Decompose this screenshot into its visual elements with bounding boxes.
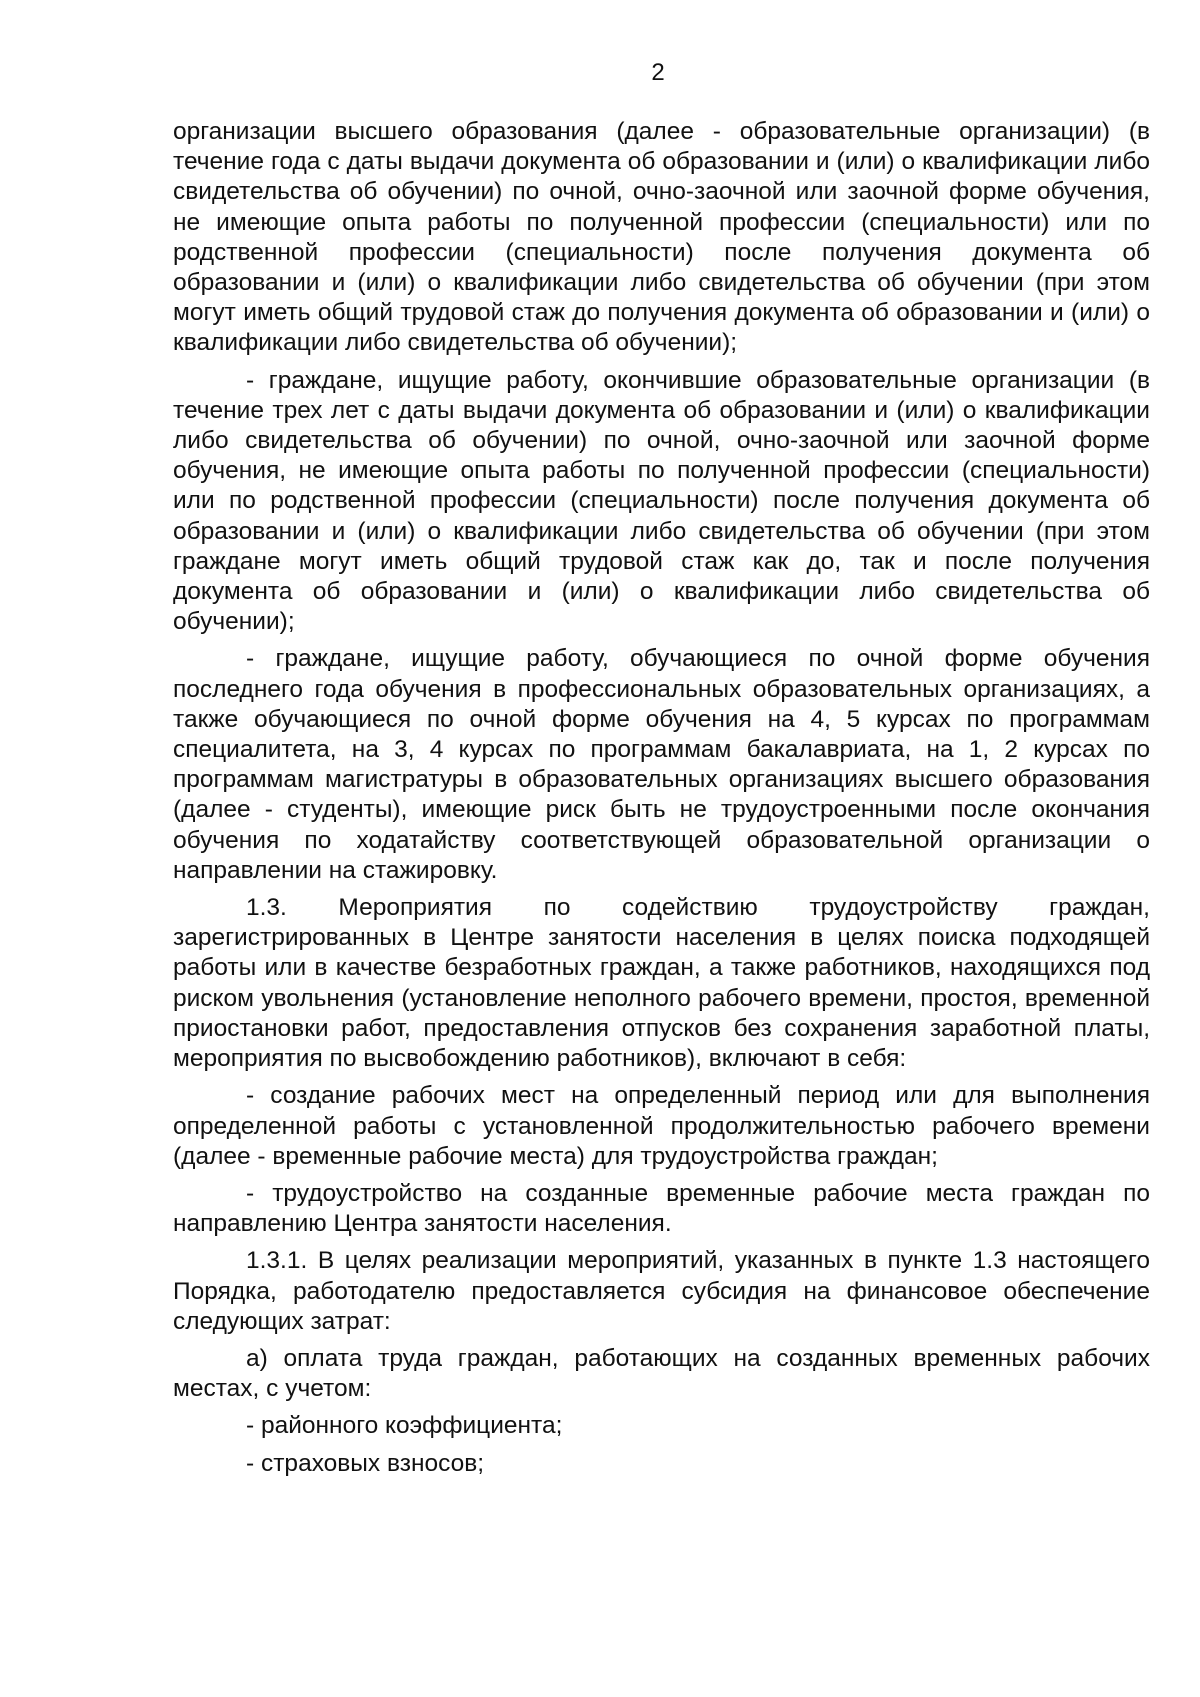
paragraph-item-a: а) оплата труда граждан, работающих на созданных временных рабочих местах, с учетом:	[173, 1344, 1150, 1403]
paragraph-insurance-contributions: - страховых взносов;	[246, 1449, 485, 1477]
paragraph-regional-coefficient: - районного коэффициента;	[246, 1412, 563, 1440]
document-body	[173, 117, 1150, 1486]
paragraph-continuation: организации высшего образования (далее - образовательные организации) (в течение года с даты выдачи документа об образовании и (или) о квалификации либо свидетельства об обучении) по очной, очно-заочной или заочной форме обучения, не имеющие опыта работы по полученной профессии (специальности) или по родственной профессии (специальности) после получения документа об образовании и (или) о квалификации либо свидетельства об обучении (при этом могут иметь общий трудовой стаж до получения документа об образовании и (или) о квалификации либо свидетельства об обучении);	[173, 118, 1150, 357]
paragraph-section-1-3-1: 1.3.1. В целях реализации мероприятий, указанных в пункте 1.3 настоящего Порядка, работодателю предоставляется субсидия на финансовое обеспечение следующих затрат:	[173, 1247, 1150, 1335]
paragraph-students: - граждане, ищущие работу, обучающиеся по очной форме обучения последнего года обучения в профессиональных образовательных организациях, а также обучающиеся по очной форме обучения на 4, 5 курсах по программам специалитета, на 3, 4 курсах по программам бакалавриата, на 1, 2 курсах по программам магистратуры в образовательных организациях высшего образования (далее - студенты), имеющие риск быть не трудоустроенными после окончания обучения по ходатайству соответствующей образовательной организации о направлении на стажировку.	[173, 645, 1150, 884]
paragraph-graduates-three-years: - граждане, ищущие работу, окончившие образовательные организации (в течение трех лет с даты выдачи документа об образовании и (или) о квалификации либо свидетельства об обучении) по очной, очно-заочной или заочной форме обучения, не имеющие опыта работы по полученной профессии (специальности) или по родственной профессии (специальности) после получения документа об образовании и (или) о квалификации либо свидетельства об обучении (при этом граждане могут иметь общий трудовой стаж как до, так и после получения документа об образовании и (или) о квалификации либо свидетельства об обучении);	[173, 366, 1150, 636]
paragraph-employment-direction: - трудоустройство на созданные временные рабочие места граждан по направлению Центра занятости населения.	[173, 1179, 1150, 1238]
paragraph-temporary-jobs: - создание рабочих мест на определенный период или для выполнения определенной работы с установленной продолжительностью рабочего времени (далее - временные рабочие места) для трудоустройства граждан;	[173, 1082, 1150, 1170]
paragraph-section-1-3: 1.3. Мероприятия по содействию трудоустройству граждан, зарегистрированных в Центре занятости населения в целях поиска подходящей работы или в качестве безработных граждан, а также работников, находящихся под риском увольнения (установление неполного рабочего времени, простоя, временной приостановки работ, предоставления отпусков без сохранения заработной платы, мероприятия по высвобождению работников), включают в себя:	[173, 894, 1150, 1073]
page-number: 2	[651, 59, 665, 86]
